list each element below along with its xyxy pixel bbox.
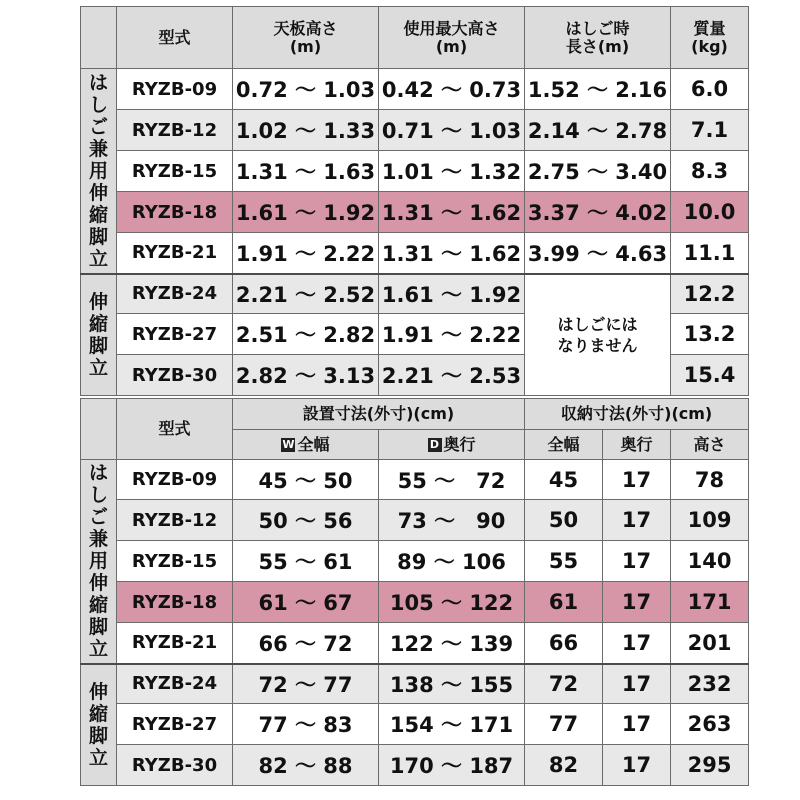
table-row xyxy=(81,460,749,500)
stored-width-cell: 66 xyxy=(525,623,603,664)
max-height-cell: 1.61 ～ 1.92 xyxy=(379,274,525,314)
weight-cell: 7.1 xyxy=(671,110,749,151)
group-label-stepladder: 伸縮脚立 xyxy=(81,664,117,786)
width-cell: 61 ～ 67 xyxy=(233,582,379,623)
max-height-cell: 1.91 ～ 2.22 xyxy=(379,314,525,355)
w-icon: W xyxy=(282,438,295,451)
stored-width-cell: 45 xyxy=(525,460,603,500)
width-cell: 77 ～ 83 xyxy=(233,704,379,745)
weight-cell: 8.3 xyxy=(671,151,749,192)
d-icon: D xyxy=(428,438,442,452)
width-cell: 82 ～ 88 xyxy=(233,745,379,786)
depth-cell: 73 ～ 90 xyxy=(379,500,525,541)
width-cell: 45 ～ 50 xyxy=(233,460,379,500)
depth-cell: 138 ～ 155 xyxy=(379,664,525,704)
width-cell: 66 ～ 72 xyxy=(233,623,379,664)
max-height-cell: 0.42 ～ 0.73 xyxy=(379,69,525,110)
corner-cell xyxy=(81,399,117,460)
model-cell: RYZB-27 xyxy=(117,704,233,745)
stored-height-cell: 109 xyxy=(671,500,749,541)
header-installed-dimensions: 設置寸法(外寸)(cm) xyxy=(233,399,525,430)
width-cell: 72 ～ 77 xyxy=(233,664,379,704)
weight-cell: 11.1 xyxy=(671,233,749,274)
depth-cell: 55 ～ 72 xyxy=(379,460,525,500)
stored-depth-cell: 17 xyxy=(603,745,671,786)
table-row xyxy=(81,623,749,664)
top-height-cell: 0.72 ～ 1.03 xyxy=(233,69,379,110)
stored-depth-cell: 17 xyxy=(603,623,671,664)
stored-depth-cell: 17 xyxy=(603,664,671,704)
table-row-highlighted xyxy=(81,582,749,623)
table-row xyxy=(81,151,749,192)
header-stored-width: 全幅 xyxy=(525,430,603,460)
model-cell: RYZB-09 xyxy=(117,460,233,500)
model-cell: RYZB-30 xyxy=(117,355,233,396)
table-row xyxy=(81,664,749,704)
table-row xyxy=(81,541,749,582)
top-height-cell: 1.02 ～ 1.33 xyxy=(233,110,379,151)
ladder-length-cell: 3.99 ～ 4.63 xyxy=(525,233,671,274)
header-weight: 質量 (kg) xyxy=(671,7,749,69)
height-spec-table xyxy=(80,6,749,396)
depth-cell: 122 ～ 139 xyxy=(379,623,525,664)
table-row-highlighted xyxy=(81,192,749,233)
model-cell: RYZB-30 xyxy=(117,745,233,786)
table-header-row xyxy=(81,7,749,69)
weight-cell: 13.2 xyxy=(671,314,749,355)
stored-height-cell: 295 xyxy=(671,745,749,786)
max-height-cell: 1.01 ～ 1.32 xyxy=(379,151,525,192)
ladder-length-cell: 2.75 ～ 3.40 xyxy=(525,151,671,192)
stored-depth-cell: 17 xyxy=(603,541,671,582)
top-height-cell: 1.91 ～ 2.22 xyxy=(233,233,379,274)
max-height-cell: 2.21 ～ 2.53 xyxy=(379,355,525,396)
ladder-length-cell: 1.52 ～ 2.16 xyxy=(525,69,671,110)
header-depth: D 奥行 xyxy=(379,430,525,460)
table-row xyxy=(81,69,749,110)
stored-width-cell: 55 xyxy=(525,541,603,582)
top-height-cell: 2.51 ～ 2.82 xyxy=(233,314,379,355)
model-cell: RYZB-24 xyxy=(117,664,233,704)
group-label-ladder-type: はしご兼用伸縮脚立 xyxy=(81,69,117,274)
weight-cell: 15.4 xyxy=(671,355,749,396)
depth-cell: 170 ～ 187 xyxy=(379,745,525,786)
top-height-cell: 1.61 ～ 1.92 xyxy=(233,192,379,233)
stored-height-cell: 171 xyxy=(671,582,749,623)
model-cell: RYZB-09 xyxy=(117,69,233,110)
depth-cell: 105 ～ 122 xyxy=(379,582,525,623)
top-height-cell: 1.31 ～ 1.63 xyxy=(233,151,379,192)
table-header-row xyxy=(81,399,749,430)
stored-width-cell: 82 xyxy=(525,745,603,786)
weight-cell: 12.2 xyxy=(671,274,749,314)
table-row xyxy=(81,500,749,541)
weight-cell: 10.0 xyxy=(671,192,749,233)
stored-width-cell: 77 xyxy=(525,704,603,745)
stored-width-cell: 72 xyxy=(525,664,603,704)
table-row xyxy=(81,745,749,786)
top-height-cell: 2.82 ～ 3.13 xyxy=(233,355,379,396)
max-height-cell: 0.71 ～ 1.03 xyxy=(379,110,525,151)
stored-height-cell: 263 xyxy=(671,704,749,745)
ladder-length-cell: 3.37 ～ 4.02 xyxy=(525,192,671,233)
header-max-height: 使用最大高さ (m) xyxy=(379,7,525,69)
weight-cell: 6.0 xyxy=(671,69,749,110)
header-stored-depth: 奥行 xyxy=(603,430,671,460)
model-cell: RYZB-18 xyxy=(117,582,233,623)
table-row xyxy=(81,110,749,151)
stored-depth-cell: 17 xyxy=(603,500,671,541)
header-stored-dimensions: 収納寸法(外寸)(cm) xyxy=(525,399,749,430)
header-top-height: 天板高さ (m) xyxy=(233,7,379,69)
stored-width-cell: 61 xyxy=(525,582,603,623)
width-cell: 55 ～ 61 xyxy=(233,541,379,582)
model-cell: RYZB-24 xyxy=(117,274,233,314)
depth-cell: 89 ～ 106 xyxy=(379,541,525,582)
dimension-spec-table xyxy=(80,398,749,786)
model-cell: RYZB-12 xyxy=(117,500,233,541)
stored-depth-cell: 17 xyxy=(603,582,671,623)
header-width: W 全幅 xyxy=(233,430,379,460)
stored-depth-cell: 17 xyxy=(603,460,671,500)
width-cell: 50 ～ 56 xyxy=(233,500,379,541)
table-row xyxy=(81,233,749,274)
group-label-stepladder: 伸縮脚立 xyxy=(81,274,117,396)
max-height-cell: 1.31 ～ 1.62 xyxy=(379,233,525,274)
header-stored-height: 高さ xyxy=(671,430,749,460)
max-height-cell: 1.31 ～ 1.62 xyxy=(379,192,525,233)
table-row xyxy=(81,704,749,745)
top-height-cell: 2.21 ～ 2.52 xyxy=(233,274,379,314)
table-row xyxy=(81,274,749,314)
stored-height-cell: 232 xyxy=(671,664,749,704)
header-model: 型式 xyxy=(117,399,233,460)
stored-depth-cell: 17 xyxy=(603,704,671,745)
model-cell: RYZB-21 xyxy=(117,233,233,274)
model-cell: RYZB-18 xyxy=(117,192,233,233)
stored-height-cell: 78 xyxy=(671,460,749,500)
model-cell: RYZB-12 xyxy=(117,110,233,151)
stored-height-cell: 201 xyxy=(671,623,749,664)
stored-width-cell: 50 xyxy=(525,500,603,541)
corner-cell xyxy=(81,7,117,69)
ladder-length-cell: 2.14 ～ 2.78 xyxy=(525,110,671,151)
header-model: 型式 xyxy=(117,7,233,69)
depth-cell: 154 ～ 171 xyxy=(379,704,525,745)
no-ladder-note: はしごには なりません xyxy=(525,274,671,396)
group-label-ladder-type: はしご兼用伸縮脚立 xyxy=(81,460,117,664)
model-cell: RYZB-21 xyxy=(117,623,233,664)
stored-height-cell: 140 xyxy=(671,541,749,582)
model-cell: RYZB-27 xyxy=(117,314,233,355)
header-ladder-length: はしご時 長さ(m) xyxy=(525,7,671,69)
model-cell: RYZB-15 xyxy=(117,151,233,192)
model-cell: RYZB-15 xyxy=(117,541,233,582)
